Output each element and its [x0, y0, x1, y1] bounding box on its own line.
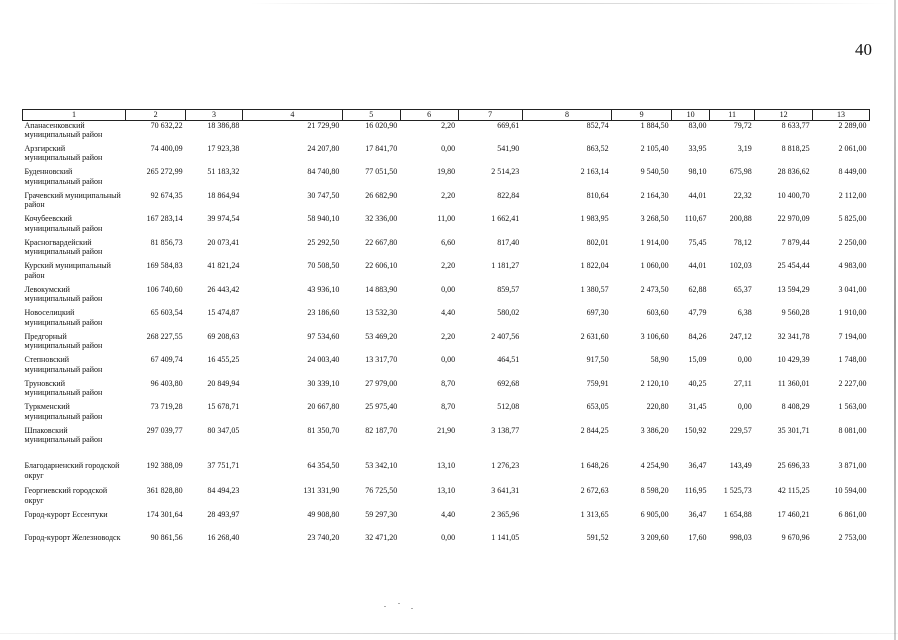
- value-cell: 220,80: [646, 402, 669, 411]
- value-cell: 32 336,00: [365, 214, 398, 223]
- value-cell: 2 753,00: [838, 533, 867, 542]
- value-cell: 32 471,20: [365, 533, 398, 542]
- value-cell: 2 061,00: [838, 143, 867, 153]
- value-cell: 110,67: [684, 214, 707, 223]
- value-cell: 229,57: [729, 425, 752, 435]
- district-name: Степновский муниципальный район: [24, 355, 103, 374]
- value-cell: 27 979,00: [365, 378, 398, 388]
- value-cell: 43 936,10: [307, 284, 340, 294]
- table-row: [23, 402, 870, 426]
- value-cell: 2 631,60: [580, 331, 609, 341]
- value-cell: 81 350,70: [307, 425, 340, 435]
- value-cell: 102,03: [729, 261, 752, 270]
- value-cell: 24 003,40: [307, 355, 340, 364]
- value-cell: 21 729,90: [307, 120, 340, 130]
- value-cell: 35 301,71: [777, 425, 810, 435]
- value-cell: 22 667,80: [365, 237, 398, 247]
- value-cell: 174 301,64: [146, 509, 183, 519]
- value-cell: 78,12: [733, 237, 752, 247]
- value-cell: 73 719,28: [150, 402, 183, 411]
- value-cell: 917,50: [586, 355, 609, 364]
- value-cell: 8 818,25: [781, 143, 810, 153]
- value-cell: 0,00: [737, 355, 752, 364]
- value-cell: 20 073,41: [207, 237, 240, 247]
- value-cell: 83,00: [688, 120, 707, 130]
- value-cell: 2,20: [441, 331, 456, 341]
- district-name: Предгорный муниципальный район: [24, 331, 103, 350]
- value-cell: 998,03: [729, 533, 752, 542]
- value-cell: 1 910,00: [838, 308, 867, 317]
- column-header: 2: [126, 110, 186, 121]
- column-header: 1: [23, 110, 126, 121]
- value-cell: 44,01: [688, 261, 707, 270]
- value-cell: 64 354,50: [307, 461, 340, 470]
- table-row: [23, 533, 870, 557]
- district-name: Благодарненский городской округ: [24, 461, 120, 480]
- value-cell: 2 112,00: [838, 190, 867, 200]
- value-cell: 13 317,70: [365, 355, 398, 364]
- value-cell: 131 331,90: [303, 486, 340, 495]
- value-cell: 2 365,96: [491, 509, 520, 519]
- district-name: Георгиевский городской округ: [24, 486, 108, 505]
- value-cell: 58 940,10: [307, 214, 340, 223]
- value-cell: 28 836,62: [777, 167, 810, 176]
- district-name: Город-курорт Железноводск: [24, 533, 121, 542]
- value-cell: 810,64: [586, 190, 609, 200]
- value-cell: 70 632,22: [150, 120, 183, 130]
- value-cell: 8 633,77: [781, 120, 810, 130]
- value-cell: 3,19: [737, 143, 752, 153]
- value-cell: 16 268,40: [207, 533, 240, 542]
- value-cell: 25 696,33: [777, 461, 810, 470]
- value-cell: 31,45: [688, 402, 707, 411]
- value-cell: 65,37: [733, 284, 752, 294]
- table-body: [23, 120, 870, 557]
- district-name: Новоселицкий муниципальный район: [24, 308, 103, 327]
- value-cell: 169 584,83: [146, 261, 183, 270]
- value-cell: 2 473,50: [640, 284, 669, 294]
- value-cell: 23 740,20: [307, 533, 340, 542]
- value-cell: 59 297,30: [365, 509, 398, 519]
- value-cell: 6,60: [441, 237, 456, 247]
- value-cell: 817,40: [497, 237, 520, 247]
- column-header: 6: [400, 110, 458, 121]
- value-cell: 675,98: [729, 167, 752, 176]
- value-cell: 11 360,01: [777, 378, 810, 388]
- value-cell: 25 975,40: [365, 402, 398, 411]
- value-cell: 10 429,39: [777, 355, 810, 364]
- table-row: [23, 449, 870, 486]
- value-cell: 863,52: [586, 143, 609, 153]
- value-cell: 17 460,21: [777, 509, 810, 519]
- value-cell: 22,32: [733, 190, 752, 200]
- value-cell: 8 598,20: [640, 486, 669, 495]
- value-cell: 106 740,60: [146, 284, 183, 294]
- table-header: [23, 110, 870, 121]
- value-cell: 19,80: [437, 167, 456, 176]
- table-row: [23, 486, 870, 510]
- value-cell: 192 388,09: [146, 461, 183, 470]
- value-cell: 8 449,00: [838, 167, 867, 176]
- value-cell: 2 289,00: [838, 120, 867, 130]
- value-cell: 53 342,10: [365, 461, 398, 470]
- value-cell: 69 208,63: [207, 331, 240, 341]
- district-name: Город-курорт Ессентуки: [24, 509, 108, 519]
- value-cell: 361 828,80: [146, 486, 183, 495]
- value-cell: 4 254,90: [640, 461, 669, 470]
- value-cell: 49 908,80: [307, 509, 340, 519]
- table-row: [23, 144, 870, 168]
- district-name: Красногвардейский муниципальный район: [24, 237, 103, 256]
- value-cell: 36,47: [688, 461, 707, 470]
- value-cell: 697,30: [586, 308, 609, 317]
- value-cell: 8,70: [441, 402, 456, 411]
- value-cell: 802,01: [586, 237, 609, 247]
- value-cell: 8 081,00: [838, 425, 867, 435]
- value-cell: 541,90: [497, 143, 520, 153]
- value-cell: 51 183,32: [207, 167, 240, 176]
- value-cell: 2 227,00: [838, 378, 867, 388]
- table-row: [23, 191, 870, 215]
- value-cell: 0,00: [441, 533, 456, 542]
- value-cell: 41 821,24: [207, 261, 240, 270]
- value-cell: 3 871,00: [838, 461, 867, 470]
- value-cell: 96 403,80: [150, 378, 183, 388]
- value-cell: 40,25: [688, 378, 707, 388]
- value-cell: 8 408,29: [781, 402, 810, 411]
- value-cell: 13 594,29: [777, 284, 810, 294]
- district-name: Туркменский муниципальный район: [24, 402, 103, 421]
- district-name: Кочубеевский муниципальный район: [24, 214, 103, 233]
- value-cell: 1 380,57: [580, 284, 609, 294]
- table-row: [23, 167, 870, 191]
- value-cell: 1 822,04: [580, 261, 609, 270]
- value-cell: 75,45: [688, 237, 707, 247]
- value-cell: 67 409,74: [150, 355, 183, 364]
- column-header: 7: [458, 110, 522, 121]
- value-cell: 1 563,00: [838, 402, 867, 411]
- value-cell: 759,91: [586, 378, 609, 388]
- table-row: [23, 214, 870, 238]
- value-cell: 2 672,63: [580, 486, 609, 495]
- value-cell: 27,11: [734, 378, 752, 388]
- scan-speck: [384, 606, 386, 607]
- column-header: 11: [710, 110, 755, 121]
- column-header: 5: [342, 110, 400, 121]
- value-cell: 1 313,65: [580, 509, 609, 519]
- value-cell: 1 060,00: [640, 261, 669, 270]
- value-cell: 6 905,00: [640, 509, 669, 519]
- table-row: [23, 120, 870, 144]
- value-cell: 580,02: [497, 308, 520, 317]
- district-name: Курский муниципальный район: [24, 261, 111, 280]
- value-cell: 2,20: [441, 261, 456, 270]
- value-cell: 20 667,80: [307, 402, 340, 411]
- value-cell: 90 861,56: [150, 533, 183, 542]
- value-cell: 6 861,00: [838, 509, 867, 519]
- value-cell: 2,20: [441, 120, 456, 130]
- value-cell: 116,95: [684, 486, 707, 495]
- value-cell: 13,10: [437, 461, 456, 470]
- value-cell: 14 883,90: [365, 284, 398, 294]
- value-cell: 53 469,20: [365, 331, 398, 341]
- scan-artifact-bottom: [0, 633, 898, 634]
- value-cell: 44,01: [688, 190, 707, 200]
- district-name: Шпаковский муниципальный район: [24, 425, 103, 444]
- value-cell: 16 020,90: [365, 120, 398, 130]
- value-cell: 3 386,20: [640, 425, 669, 435]
- value-cell: 18 386,88: [207, 120, 240, 130]
- value-cell: 852,74: [586, 120, 609, 130]
- value-cell: 7 194,00: [838, 331, 867, 341]
- value-cell: 23 186,60: [307, 308, 340, 317]
- value-cell: 18 864,94: [207, 190, 240, 200]
- value-cell: 512,08: [497, 402, 520, 411]
- value-cell: 200,88: [729, 214, 752, 223]
- value-cell: 10 400,70: [777, 190, 810, 200]
- district-name: Труновский муниципальный район: [24, 378, 103, 397]
- value-cell: 10 594,00: [834, 486, 867, 495]
- column-header: 12: [755, 110, 813, 121]
- value-cell: 82 187,70: [365, 425, 398, 435]
- value-cell: 70 508,50: [307, 261, 340, 270]
- value-cell: 9 670,96: [781, 533, 810, 542]
- value-cell: 4 983,00: [838, 261, 867, 270]
- value-cell: 653,05: [586, 402, 609, 411]
- value-cell: 3 138,77: [491, 425, 520, 435]
- value-cell: 17,60: [688, 533, 707, 542]
- value-cell: 247,12: [729, 331, 752, 341]
- value-cell: 150,92: [684, 425, 707, 435]
- value-cell: 2 105,40: [640, 143, 669, 153]
- value-cell: 26 443,42: [207, 284, 240, 294]
- budget-table: [22, 109, 870, 557]
- value-cell: 859,57: [497, 284, 520, 294]
- district-name: Грачевский муниципальный район: [24, 190, 121, 209]
- value-cell: 1 983,95: [580, 214, 609, 223]
- value-cell: 603,60: [646, 308, 669, 317]
- value-cell: 1 884,50: [640, 120, 669, 130]
- table-row: [23, 238, 870, 262]
- column-header: 4: [242, 110, 342, 121]
- column-header: 13: [813, 110, 870, 121]
- value-cell: 268 227,55: [146, 331, 183, 341]
- table-row: [23, 261, 870, 285]
- value-cell: 464,51: [497, 355, 520, 364]
- table-row: [23, 510, 870, 534]
- value-cell: 1 181,27: [491, 261, 520, 270]
- value-cell: 1 748,00: [838, 355, 867, 364]
- value-cell: 669,61: [497, 120, 520, 130]
- table-row: [23, 308, 870, 332]
- value-cell: 13,10: [437, 486, 456, 495]
- table-row: [23, 332, 870, 356]
- value-cell: 28 493,97: [207, 509, 240, 519]
- value-cell: 143,49: [729, 461, 752, 470]
- value-cell: 8,70: [441, 378, 456, 388]
- value-cell: 3 268,50: [640, 214, 669, 223]
- value-cell: 17 841,70: [365, 143, 398, 153]
- value-cell: 81 856,73: [150, 237, 183, 247]
- table-row: [23, 285, 870, 309]
- scan-artifact-top: [250, 3, 890, 4]
- value-cell: 4,40: [441, 509, 456, 519]
- value-cell: 92 674,35: [150, 190, 183, 200]
- value-cell: 1 276,23: [491, 461, 520, 470]
- column-header: 10: [672, 110, 710, 121]
- district-name: Левокумский муниципальный район: [24, 284, 103, 303]
- page-number: 40: [855, 40, 872, 59]
- budget-table-container: [22, 109, 870, 557]
- value-cell: 24 207,80: [307, 143, 340, 153]
- value-cell: 1 525,73: [723, 486, 752, 495]
- value-cell: 80 347,05: [207, 425, 240, 435]
- value-cell: 0,00: [441, 143, 456, 153]
- value-cell: 0,00: [441, 284, 456, 294]
- value-cell: 42 115,25: [777, 486, 810, 495]
- value-cell: 2 163,14: [580, 167, 609, 176]
- value-cell: 33,95: [688, 143, 707, 153]
- value-cell: 84,26: [688, 331, 707, 341]
- value-cell: 74 400,09: [150, 143, 183, 153]
- value-cell: 65 603,54: [150, 308, 183, 317]
- value-cell: 3 041,00: [838, 284, 867, 294]
- value-cell: 167 283,14: [146, 214, 183, 223]
- scan-speck: [398, 603, 400, 604]
- value-cell: 26 682,90: [365, 190, 398, 200]
- value-cell: 84 740,80: [307, 167, 340, 176]
- value-cell: 11,00: [437, 214, 456, 223]
- value-cell: 36,47: [688, 509, 707, 519]
- value-cell: 265 272,99: [146, 167, 183, 176]
- value-cell: 297 039,77: [146, 425, 183, 435]
- value-cell: 62,88: [688, 284, 707, 294]
- table-row: [23, 379, 870, 403]
- value-cell: 1 914,00: [640, 237, 669, 247]
- scan-speck: [411, 608, 413, 609]
- value-cell: 22 606,10: [365, 261, 398, 270]
- value-cell: 15 474,87: [207, 308, 240, 317]
- value-cell: 5 825,00: [838, 214, 867, 223]
- column-header: 9: [612, 110, 672, 121]
- value-cell: 30 339,10: [307, 378, 340, 388]
- value-cell: 15,09: [688, 355, 707, 364]
- value-cell: 3 106,60: [640, 331, 669, 341]
- value-cell: 2,20: [441, 190, 456, 200]
- value-cell: 2 250,00: [838, 237, 867, 247]
- value-cell: 1 648,26: [580, 461, 609, 470]
- district-name: Апанасенковский муниципальный район: [24, 120, 103, 139]
- value-cell: 58,90: [650, 355, 669, 364]
- value-cell: 20 849,94: [207, 378, 240, 388]
- value-cell: 7 879,44: [781, 237, 810, 247]
- value-cell: 76 725,50: [365, 486, 398, 495]
- value-cell: 2 164,30: [640, 190, 669, 200]
- value-cell: 16 455,25: [207, 355, 240, 364]
- value-cell: 30 747,50: [307, 190, 340, 200]
- value-cell: 17 923,38: [207, 143, 240, 153]
- value-cell: 591,52: [586, 533, 609, 542]
- value-cell: 25 454,44: [777, 261, 810, 270]
- value-cell: 6,38: [737, 308, 752, 317]
- value-cell: 77 051,50: [365, 167, 398, 176]
- value-cell: 22 970,09: [777, 214, 810, 223]
- value-cell: 97 534,60: [307, 331, 340, 341]
- value-cell: 4,40: [441, 308, 456, 317]
- value-cell: 25 292,50: [307, 237, 340, 247]
- value-cell: 2 844,25: [580, 425, 609, 435]
- value-cell: 2 407,56: [491, 331, 520, 341]
- table-row: [23, 355, 870, 379]
- value-cell: 47,79: [688, 308, 707, 317]
- value-cell: 2 120,10: [640, 378, 669, 388]
- value-cell: 3 209,60: [640, 533, 669, 542]
- value-cell: 21,90: [437, 425, 456, 435]
- value-cell: 0,00: [441, 355, 456, 364]
- value-cell: 39 974,54: [207, 214, 240, 223]
- column-header: 8: [522, 110, 611, 121]
- value-cell: 0,00: [737, 402, 752, 411]
- value-cell: 13 532,30: [365, 308, 398, 317]
- value-cell: 98,10: [688, 167, 707, 176]
- value-cell: 692,68: [497, 378, 520, 388]
- column-header: 3: [186, 110, 243, 121]
- value-cell: 1 654,88: [723, 509, 752, 519]
- value-cell: 3 641,31: [491, 486, 520, 495]
- district-name: Арзгирский муниципальный район: [24, 143, 103, 162]
- value-cell: 32 341,78: [777, 331, 810, 341]
- value-cell: 2 514,23: [491, 167, 520, 176]
- table-row: [23, 426, 870, 450]
- value-cell: 84 494,23: [207, 486, 240, 495]
- value-cell: 822,84: [497, 190, 520, 200]
- value-cell: 79,72: [733, 120, 752, 130]
- value-cell: 1 662,41: [491, 214, 520, 223]
- value-cell: 9 540,50: [640, 167, 669, 176]
- value-cell: 15 678,71: [207, 402, 240, 411]
- scan-artifact-edge: [894, 0, 896, 640]
- value-cell: 1 141,05: [491, 533, 520, 542]
- header-row: [23, 110, 870, 121]
- district-name: Буденновский муниципальный район: [24, 167, 103, 186]
- value-cell: 9 560,28: [781, 308, 810, 317]
- value-cell: 37 751,71: [207, 461, 240, 470]
